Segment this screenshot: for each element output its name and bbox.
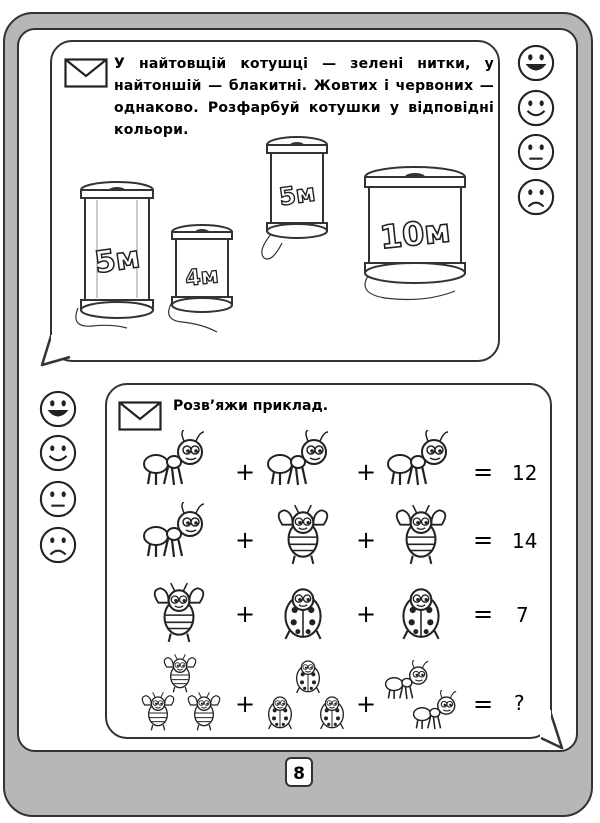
- ant-icon: [142, 502, 212, 564]
- bee-icon: [160, 652, 200, 694]
- envelope-icon: [118, 401, 162, 431]
- laughing-face-icon[interactable]: [39, 390, 77, 428]
- envelope-icon: [64, 58, 108, 88]
- laughing-face-icon[interactable]: [517, 44, 555, 82]
- ant-icon: [142, 430, 212, 492]
- ladybug-icon: [390, 578, 452, 644]
- plus-sign: +: [356, 690, 377, 718]
- neutral-face-icon[interactable]: [517, 133, 555, 171]
- row-result: 14: [512, 529, 538, 553]
- bee-icon: [184, 690, 224, 732]
- smiling-face-icon[interactable]: [517, 89, 555, 127]
- smiling-face-icon[interactable]: [39, 434, 77, 472]
- ant-icon: [412, 690, 462, 734]
- thread-spool-5m[interactable]: [72, 178, 167, 338]
- spool-label: 10м: [377, 211, 453, 257]
- thread-spool-10m[interactable]: [355, 163, 485, 313]
- task2-instructions: Розв’яжи приклад.: [173, 398, 329, 414]
- row-result: 12: [512, 461, 538, 485]
- sad-face-icon[interactable]: [517, 178, 555, 216]
- equals-sign: =: [473, 690, 494, 718]
- row-result-unknown: ?: [514, 691, 525, 715]
- equals-sign: =: [473, 458, 494, 486]
- bee-icon: [148, 580, 210, 644]
- plus-sign: +: [356, 458, 377, 486]
- ladybug-icon: [312, 690, 352, 732]
- equals-sign: =: [473, 526, 494, 554]
- spool-label: 5м: [92, 239, 143, 281]
- plus-sign: +: [356, 600, 377, 628]
- ant-icon: [386, 430, 456, 492]
- thread-spool-5m-tall[interactable]: [252, 133, 342, 273]
- ant-icon: [266, 430, 336, 492]
- plus-sign: +: [235, 690, 256, 718]
- row-result: 7: [516, 603, 529, 627]
- ladybug-icon: [272, 578, 334, 644]
- ladybug-icon: [260, 690, 300, 732]
- plus-sign: +: [235, 458, 256, 486]
- plus-sign: +: [235, 600, 256, 628]
- task1-instructions: У найтовщій котушці — зелені нитки, у найтоншій — блакитні. Жовтих і червоних — однаково. Розфарбуй котушки у відповідні кольори.: [114, 56, 494, 138]
- bee-icon: [272, 502, 334, 566]
- plus-sign: +: [356, 526, 377, 554]
- task2-bubble-tail: [540, 710, 570, 755]
- spool-label: 5м: [277, 178, 318, 212]
- page-number: 8: [285, 757, 313, 787]
- thread-spool-4m[interactable]: [162, 222, 252, 342]
- equals-sign: =: [473, 600, 494, 628]
- bee-icon: [390, 502, 452, 566]
- plus-sign: +: [235, 526, 256, 554]
- task1-bubble-tail: [40, 335, 80, 370]
- spool-label: 4м: [184, 263, 220, 292]
- neutral-face-icon[interactable]: [39, 480, 77, 518]
- sad-face-icon[interactable]: [39, 526, 77, 564]
- bee-icon: [138, 690, 178, 732]
